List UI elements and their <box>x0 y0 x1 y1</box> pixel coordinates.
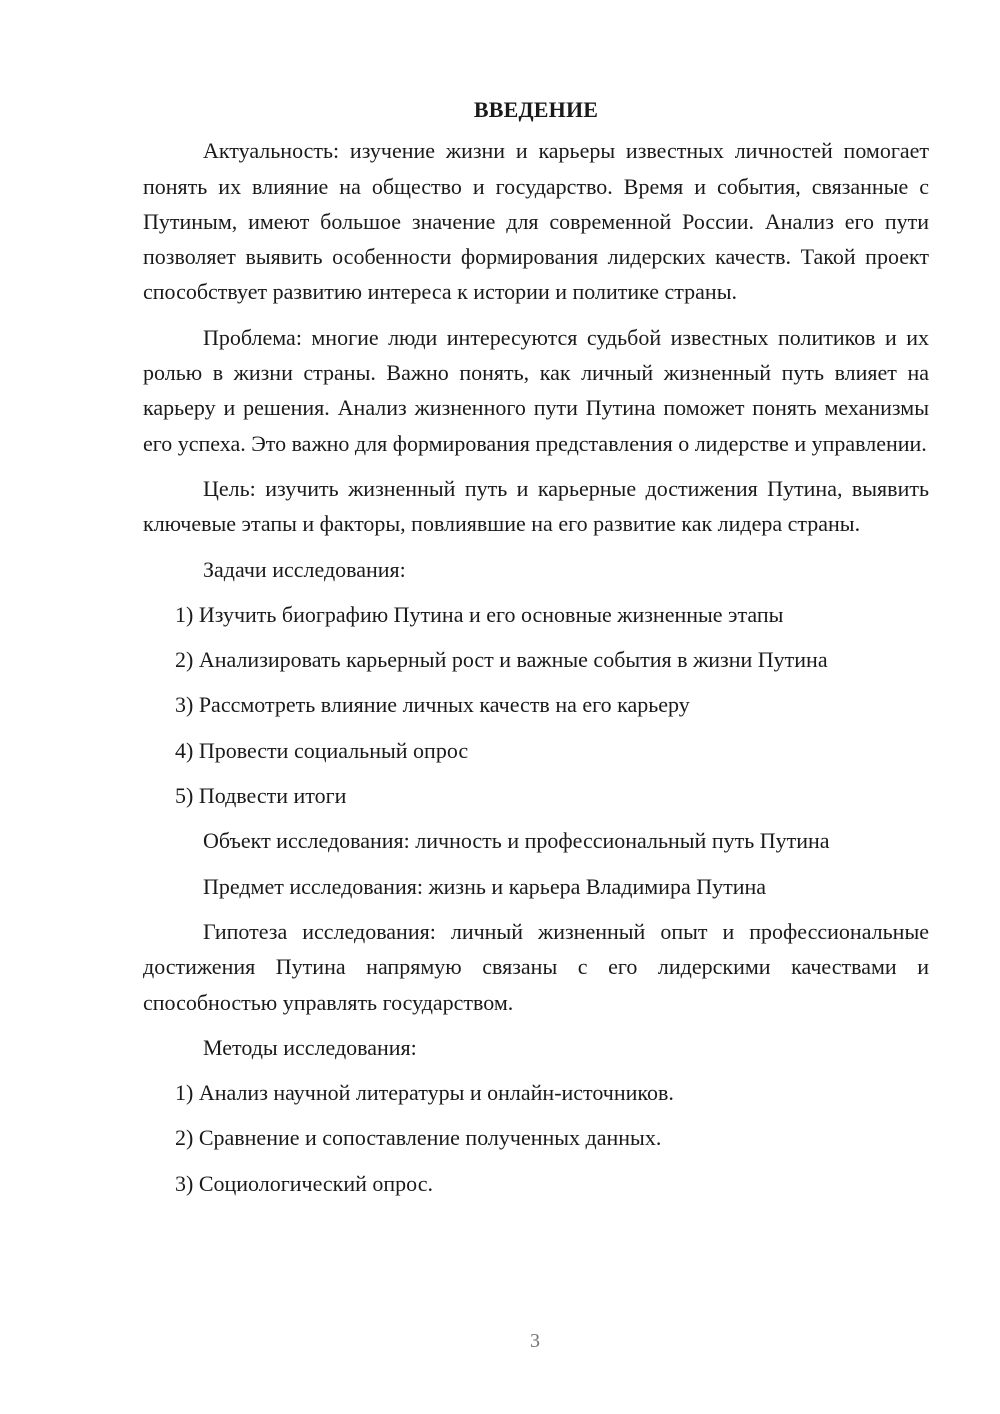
problem-paragraph: Проблема: многие люди интересуются судьбой известных политиков и их ролью в жизни страны. Важно понять, как личный жизненный путь влияет на карьеру и решения. Анализ жизненного пути Путина поможет понять механизмы его успеха. Это важно для формирования представления о лидерстве и управлении. <box>143 324 929 456</box>
task-item: 5) Подвести итоги <box>175 783 347 809</box>
tasks-heading: Задачи исследования: <box>203 556 406 582</box>
document-page <box>143 92 929 1211</box>
method-item: 1) Анализ научной литературы и онлайн-источников. <box>175 1080 674 1106</box>
section-title: ВВЕДЕНИЕ <box>473 97 599 122</box>
task-item: 3) Рассмотреть влияние личных качеств на его карьеру <box>175 692 690 718</box>
research-subject: Предмет исследования: жизнь и карьера Владимира Путина <box>203 873 767 899</box>
tasks-list <box>143 597 929 813</box>
task-item: 4) Провести социальный опрос <box>175 737 469 763</box>
method-item: 2) Сравнение и сопоставление полученных данных. <box>175 1125 662 1151</box>
hypothesis-paragraph: Гипотеза исследования: личный жизненный опыт и профессиональные достижения Путина напрямую связаны с его лидерскими качествами и способностью управлять государством. <box>143 918 929 1015</box>
methods-list <box>143 1075 929 1201</box>
methods-heading: Методы исследования: <box>203 1034 417 1060</box>
page-number: 3 <box>530 1330 540 1352</box>
goal-paragraph: Цель: изучить жизненный путь и карьерные достижения Путина, выявить ключевые этапы и факторы, повлиявшие на его развитие как лидера страны. <box>143 475 929 537</box>
relevance-paragraph: Актуальность: изучение жизни и карьеры известных личностей помогает понять их влияние на общество и государство. Время и события, связанные с Путиным, имеют большое значение для современной России. Анализ его пути позволяет выявить особенности формирования лидерских качеств. Такой проект способствует развитию интереса к истории и политике страны. <box>143 138 929 305</box>
research-object: Объект исследования: личность и профессиональный путь Путина <box>203 828 830 854</box>
task-item: 2) Анализировать карьерный рост и важные события в жизни Путина <box>175 647 828 673</box>
method-item: 3) Социологический опрос. <box>175 1170 433 1196</box>
task-item: 1) Изучить биографию Путина и его основные жизненные этапы <box>175 601 784 627</box>
